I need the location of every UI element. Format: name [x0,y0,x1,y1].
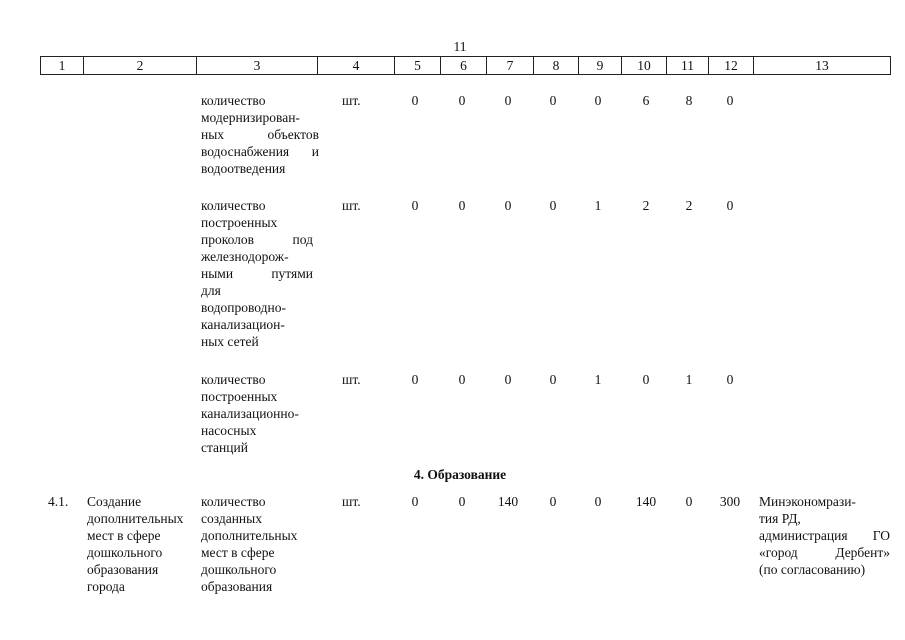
value-col-6: 0 [458,93,466,108]
line: тия РД, [759,511,801,526]
line: канализацион- [201,317,285,332]
line: дошкольного [87,545,163,560]
header-col-5: 5 [395,57,441,74]
line: водопроводно- [201,300,286,315]
value-col-6: 0 [458,494,466,509]
value-col-7: 140 [497,494,519,509]
header-col-9: 9 [579,57,622,74]
line: количество [201,372,266,387]
line: Минэкономрази- [759,494,856,509]
value-col-7: 0 [504,93,512,108]
header-col-2: 2 [84,57,197,74]
value-col-11: 8 [685,93,693,108]
line: количество [201,494,266,509]
header-col-1: 1 [41,57,84,74]
line: образования [87,562,159,577]
line: водоснабжения и [201,144,319,159]
line: водоотведения [201,161,286,176]
header-col-4: 4 [318,57,395,74]
unit: шт. [342,372,361,387]
line: ных объектов [201,127,319,142]
value-col-5: 0 [411,198,419,213]
indicator-name [201,371,319,456]
unit: шт. [342,494,361,509]
line: построенных [201,215,278,230]
line: построенных [201,389,278,404]
line: количество [201,93,266,108]
value-col-9: 1 [594,372,602,387]
value-col-7: 0 [504,372,512,387]
line: ных сетей [201,334,259,349]
line: Создание [87,494,142,509]
line: администрация ГО [759,528,890,543]
line: образования [201,579,273,594]
value-col-12: 0 [726,372,734,387]
unit: шт. [342,198,361,213]
line: станций [201,440,248,455]
line: железнодорож- [201,249,289,264]
indicator-name [201,92,319,177]
line: города [87,579,125,594]
value-col-8: 0 [549,372,557,387]
header-col-10: 10 [622,57,667,74]
value-col-11: 2 [685,198,693,213]
line: дополнительных [201,528,298,543]
line: количество [201,198,266,213]
indicator-name [201,493,319,595]
measure-name [87,493,199,595]
value-col-5: 0 [411,93,419,108]
line: ными путями [201,266,313,281]
header-col-3: 3 [197,57,318,74]
indicator-name [201,197,313,350]
value-col-9: 0 [594,93,602,108]
line: модернизирован- [201,110,300,125]
line: насосных [201,423,257,438]
value-col-8: 0 [549,494,557,509]
line: мест в сфере [201,545,275,560]
value-col-5: 0 [411,494,419,509]
value-col-6: 0 [458,198,466,213]
row-number: 4.1. [48,494,69,509]
line: дошкольного [201,562,277,577]
header-col-12: 12 [709,57,754,74]
line: (по согласованию) [759,562,866,577]
value-col-12: 0 [726,93,734,108]
value-col-8: 0 [549,198,557,213]
value-col-12: 0 [726,198,734,213]
header-col-8: 8 [534,57,579,74]
line: проколов под [201,232,313,247]
value-col-11: 0 [685,494,693,509]
table-header [40,56,891,75]
header-col-11: 11 [667,57,709,74]
value-col-10: 6 [642,93,650,108]
line: для [201,283,221,298]
value-col-11: 1 [685,372,693,387]
value-col-7: 0 [504,198,512,213]
value-col-6: 0 [458,372,466,387]
value-col-5: 0 [411,372,419,387]
header-col-13: 13 [754,57,891,74]
line: созданных [201,511,262,526]
line: мест в сфере [87,528,161,543]
responsible [759,493,890,578]
header-col-7: 7 [487,57,534,74]
section-title: 4. Образование [413,467,507,482]
value-col-10: 2 [642,198,650,213]
line: «город Дербент» [759,545,890,560]
value-col-10: 0 [642,372,650,387]
value-col-10: 140 [635,494,657,509]
value-col-8: 0 [549,93,557,108]
value-col-12: 300 [719,494,741,509]
unit: шт. [342,93,361,108]
value-col-9: 0 [594,494,602,509]
line: канализационно- [201,406,299,421]
line: дополнительных [87,511,184,526]
header-col-6: 6 [441,57,487,74]
page-number: 11 [453,39,467,54]
value-col-9: 1 [594,198,602,213]
